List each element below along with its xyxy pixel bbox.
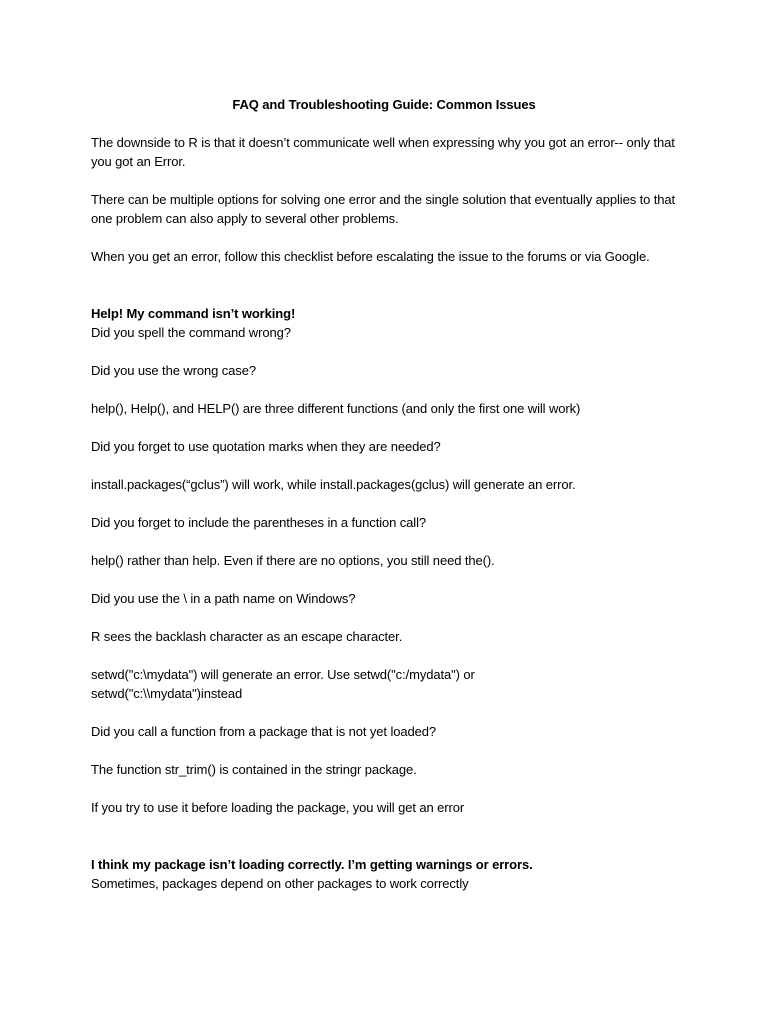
section-1-paragraph-9: Did you call a function from a package that is not yet loaded? xyxy=(91,724,437,739)
section-spacer-2 xyxy=(91,836,681,855)
intro-paragraph-1: The downside to R is that it doesn’t communicate well when expressing why you got an error-- only that you got an Error. xyxy=(91,135,675,169)
section-1-paragraph-2: help(), Help(), and HELP() are three different functions (and only the first one will work) xyxy=(91,401,581,416)
section-1-paragraph-8: R sees the backlash character as an escape character. xyxy=(91,629,403,644)
section-1-paragraph-10: The function str_trim() is contained in the stringr package. xyxy=(91,762,417,777)
section-1-paragraph-11: If you try to use it before loading the package, you will get an error xyxy=(91,800,465,815)
intro-paragraph-3: When you get an error, follow this checklist before escalating the issue to the forums or via Google. xyxy=(91,249,650,264)
section-1 xyxy=(91,304,681,342)
document-title: FAQ and Troubleshooting Guide: Common Issues xyxy=(232,97,536,112)
setwd-paragraph xyxy=(91,665,681,703)
section-2 xyxy=(91,855,681,893)
intro-paragraph-2: There can be multiple options for solving one error and the single solution that eventually applies to that one problem can also apply to several other problems. xyxy=(91,192,676,226)
section-2-first-line: Sometimes, packages depend on other packages to work correctly xyxy=(91,876,469,891)
section-1-paragraph-3: Did you forget to use quotation marks when they are needed? xyxy=(91,439,441,454)
setwd-line-2: setwd("c:\\mydata")instead xyxy=(91,686,243,701)
document-page xyxy=(91,95,681,912)
section-1-first-line: Did you spell the command wrong? xyxy=(91,325,291,340)
section-1-heading: Help! My command isn’t working! xyxy=(91,306,296,321)
section-2-heading: I think my package isn’t loading correctly. I’m getting warnings or errors. xyxy=(91,857,533,872)
section-1-paragraph-1: Did you use the wrong case? xyxy=(91,363,256,378)
section-1-paragraph-6: help() rather than help. Even if there are no options, you still need the(). xyxy=(91,553,495,568)
section-1-paragraph-7: Did you use the \ in a path name on Windows? xyxy=(91,591,356,606)
section-1-paragraph-4: install.packages(“gclus”) will work, while install.packages(gclus) will generate an error. xyxy=(91,477,576,492)
section-1-paragraph-5: Did you forget to include the parentheses in a function call? xyxy=(91,515,427,530)
setwd-line-1: setwd("c:\mydata") will generate an error. Use setwd("c:/mydata") or xyxy=(91,667,475,682)
section-spacer xyxy=(91,285,681,304)
